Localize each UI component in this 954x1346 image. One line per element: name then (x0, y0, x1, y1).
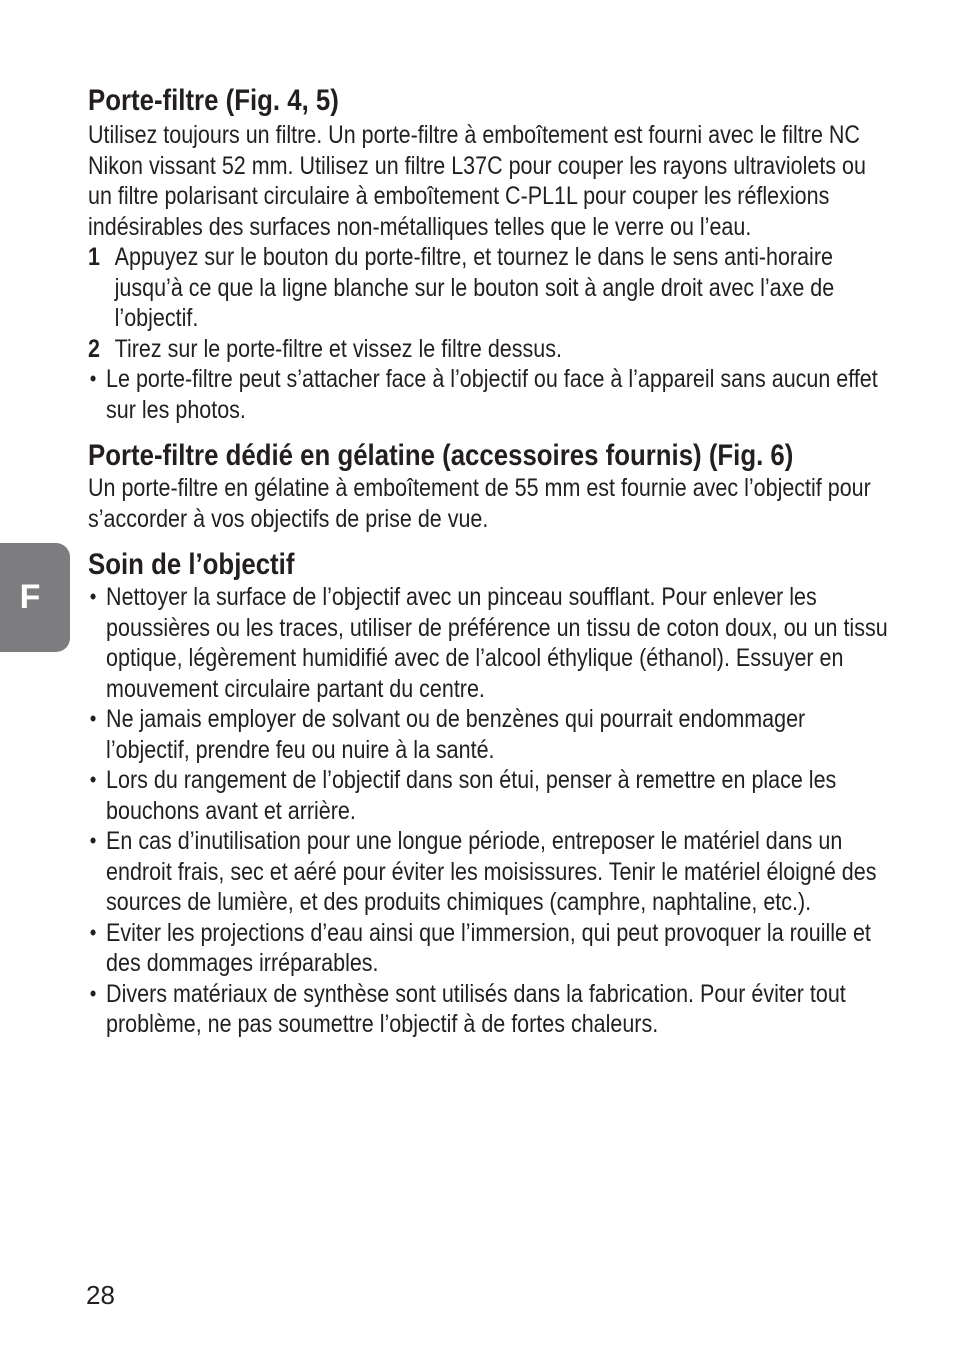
list-item (88, 979, 894, 1040)
list-item (88, 918, 894, 979)
step-text: Tirez sur le porte-filtre et vissez le filtre dessus. (114, 334, 562, 363)
section-title-soin: Soin de l’objectif (88, 548, 295, 581)
list-item-text: Divers matériaux de synthèse sont utilisés dans la fabrication. Pour éviter tout problème, ne pas soumettre l’objectif à de fortes chaleurs. (106, 979, 846, 1038)
bullet-icon: • (89, 584, 97, 609)
bullet-icon: • (89, 828, 97, 853)
list-item (88, 704, 894, 765)
bullet-icon: • (89, 706, 97, 731)
language-tab-letter: F (19, 578, 41, 616)
list-item-text: Eviter les projections d’eau ainsi que l’immersion, qui peut provoquer la rouille et des dommages irréparables. (106, 918, 871, 977)
section-gelatine (88, 439, 894, 534)
page-number: 28 (86, 1280, 115, 1310)
text-column (88, 84, 894, 1040)
section-title-porte-filtre: Porte-filtre (Fig. 4, 5) (88, 84, 339, 117)
list-item-text: Nettoyer la surface de l’objectif avec un pinceau soufflant. Pour enlever les poussières ou les traces, utiliser de préférence un tissu de coton doux, ou un tissu optique, légèrement humidifié avec de l’alcool éthylique (éthanol). Essuyer en mouvement circulaire partant du centre. (106, 583, 888, 703)
bullet-icon: • (89, 366, 97, 391)
bullet-icon: • (89, 919, 97, 945)
list-item (88, 765, 894, 826)
section-title-gelatine: Porte-filtre dédié en gélatine (accessoires fournis) (Fig. 6) (88, 439, 794, 472)
note-item (88, 364, 894, 425)
note-text: Le porte-filtre peut s’attacher face à l’objectif ou face à l’appareil sans aucun effet sur les photos. (106, 365, 878, 424)
page-content (88, 84, 894, 1040)
porte-filtre-intro: Utilisez toujours un filtre. Un porte-filtre à emboîtement est fourni avec le filtre NC Nikon vissant 52 mm. Utilisez un filtre L37C pour couper les rayons ultraviolets ou un filtre polarisant circulaire à emboîtement C-PL1L pour couper les réflexions indésirables des surfaces non-métalliques telles que le verre ou l’eau. (88, 121, 866, 241)
bullet-icon: • (89, 980, 97, 1006)
list-item-text: En cas d’inutilisation pour une longue période, entreposer le matériel dans un endroit frais, sec et aéré pour éviter les moisissures. Tenir le matériel éloigné des sources de lumière, et des produits chimiques (camphre, naphtaline, etc.). (106, 827, 877, 916)
section-soin (88, 548, 894, 1040)
bullet-icon: • (89, 767, 97, 792)
list-item-text: Ne jamais employer de solvant ou de benzènes qui pourrait endommager l’objectif, prendre feu ou nuire à la santé. (106, 705, 806, 764)
step-number: 2 (88, 334, 100, 363)
language-tab (0, 543, 70, 652)
section-porte-filtre (88, 84, 894, 425)
step-item (88, 334, 894, 365)
list-item-text: Lors du rangement de l’objectif dans son étui, penser à remettre en place les bouchons avant et arrière. (106, 766, 837, 825)
gelatine-text: Un porte-filtre en gélatine à emboîtement de 55 mm est fournie avec l’objectif pour s’accorder à vos objectifs de prise de vue. (88, 474, 871, 533)
list-item (88, 826, 894, 918)
list-item (88, 582, 894, 704)
step-item (88, 242, 894, 334)
step-text: Appuyez sur le bouton du porte-filtre, et tournez le dans le sens anti-horaire jusqu’à ce que la ligne blanche sur le bouton soit à angle droit avec l’axe de l’objectif. (114, 243, 835, 332)
step-number: 1 (88, 243, 100, 271)
